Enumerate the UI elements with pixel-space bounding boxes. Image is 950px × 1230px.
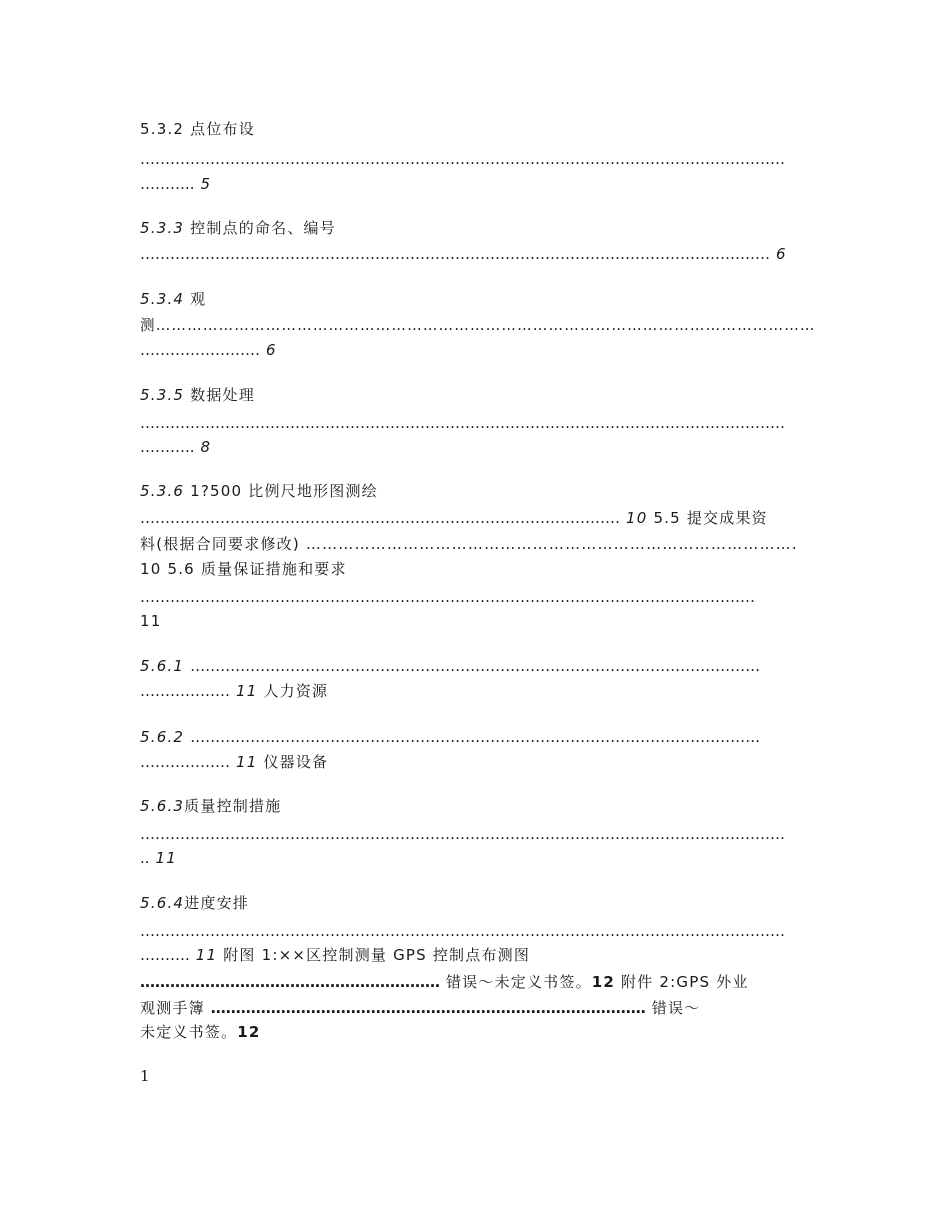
toc-error-text: 错误～未定义书签。: [445, 973, 592, 991]
toc-leader: ..: [140, 849, 150, 867]
toc-page-number: 11: [140, 612, 162, 630]
toc-page-number: 11: [155, 849, 178, 867]
toc-section-title: 人力资源: [263, 682, 329, 700]
toc-leader-page: [140, 244, 787, 264]
toc-heading-5-6-4: [140, 893, 249, 913]
toc-leader-page: [140, 848, 177, 868]
toc-heading-5-3-5: [140, 385, 255, 405]
toc-leader: ……………………………………………………: [140, 973, 440, 991]
toc-section-title: 观: [190, 290, 207, 308]
toc-leader-page: [140, 508, 768, 528]
toc-leader: ……………………………………………………………………………………………………: [190, 728, 761, 746]
toc-leader-page: [140, 437, 211, 457]
toc-leader: ………..: [140, 175, 195, 193]
toc-leader-page: [140, 340, 277, 360]
toc-section-title: 进度安排: [184, 894, 249, 912]
toc-page-number: 11: [235, 753, 258, 771]
toc-section-number: 5.6.3: [140, 797, 185, 815]
toc-leader: ……………………: [140, 341, 260, 359]
toc-page-number: 8: [200, 438, 212, 456]
toc-title-continuation: 测………………………………………………………………………………………………………………: [140, 316, 816, 334]
toc-section-title: 观测手簿: [140, 999, 205, 1017]
toc-heading-5-6-3: [140, 796, 281, 816]
toc-section-number: 5.3.4: [140, 290, 185, 308]
toc-section-number: 5.3.5: [140, 386, 185, 404]
toc-leader: …………………………………………………………………………………………………………………: [140, 922, 785, 940]
toc-page-number: 11: [195, 946, 218, 964]
toc-leader: ……………………………………………………………………………………: [140, 509, 620, 527]
toc-leader: …………………………………………………………………………………………………………………: [140, 825, 785, 843]
toc-heading-5-3-3: [140, 218, 336, 238]
toc-leader: ……………………………………………………………………………………………………………: [140, 588, 755, 606]
toc-section-title: 质量控制措施: [184, 797, 282, 815]
toc-heading-5-3-2: 5.3.2 点位布设: [140, 120, 255, 138]
toc-section-title: 附件 2:GPS 外业: [621, 973, 749, 991]
toc-leader: ……………………………………………………………………………: [210, 999, 646, 1017]
toc-leader: ………..: [140, 438, 195, 456]
toc-leader-page: [140, 945, 530, 965]
toc-section-title: 5.5 提交成果资: [653, 509, 768, 527]
toc-section-title: 附图 1:××区控制测量 GPS 控制点布测图: [223, 946, 531, 964]
toc-page-number: 10: [625, 509, 648, 527]
toc-section-title: 控制点的命名、编号: [190, 219, 336, 237]
toc-leader-page: [140, 174, 211, 194]
toc-section-number: 5.6.1: [140, 657, 185, 675]
toc-page-number: 6: [265, 341, 277, 359]
toc-heading-5-3-4: [140, 289, 206, 309]
toc-error-text: 未定义书签。: [140, 1023, 238, 1041]
toc-page-and-heading: 10 5.6 质量保证措施和要求: [140, 560, 347, 578]
toc-section-number: 5.6.4: [140, 894, 185, 912]
toc-leader-page: [140, 752, 328, 772]
toc-leader: ………………: [140, 753, 230, 771]
toc-leader: ………………………………………………………………………………………………………………: [140, 245, 770, 263]
toc-appendix-line: [140, 972, 749, 992]
page-number: 1: [140, 1067, 150, 1085]
toc-error-text: 错误～: [651, 999, 701, 1017]
toc-section-number: 5.3.3: [140, 219, 185, 237]
toc-title-continuation: 料(根据合同要求修改) ……………………………………………………………………………….: [140, 535, 798, 553]
toc-page-number: 11: [235, 682, 258, 700]
toc-section-title: 仪器设备: [263, 753, 329, 771]
toc-leader: ………………: [140, 682, 230, 700]
toc-leader: …………………………………………………………………………………………………………………: [140, 150, 785, 168]
toc-leader-page: [140, 681, 328, 701]
toc-page-number: 6: [775, 245, 787, 263]
toc-leader: ……….: [140, 946, 190, 964]
toc-section-number: 5.6.2: [140, 728, 185, 746]
toc-leader: …………………………………………………………………………………………………………………: [140, 414, 785, 432]
toc-heading-5-6-1: [140, 656, 760, 676]
toc-page-number: 12: [237, 1023, 261, 1041]
toc-section-title: 1?500 比例尺地形图测绘: [190, 482, 378, 500]
toc-heading-5-6-2: [140, 727, 760, 747]
toc-appendix-line: [140, 998, 700, 1018]
toc-section-title: 数据处理: [190, 386, 255, 404]
toc-section-number: 5.3.6: [140, 482, 185, 500]
toc-heading-5-3-6: [140, 481, 378, 501]
toc-page-number: 5: [200, 175, 212, 193]
toc-appendix-line: [140, 1022, 260, 1042]
toc-leader: ……………………………………………………………………………………………………: [190, 657, 761, 675]
toc-page-number: 12: [591, 973, 616, 991]
